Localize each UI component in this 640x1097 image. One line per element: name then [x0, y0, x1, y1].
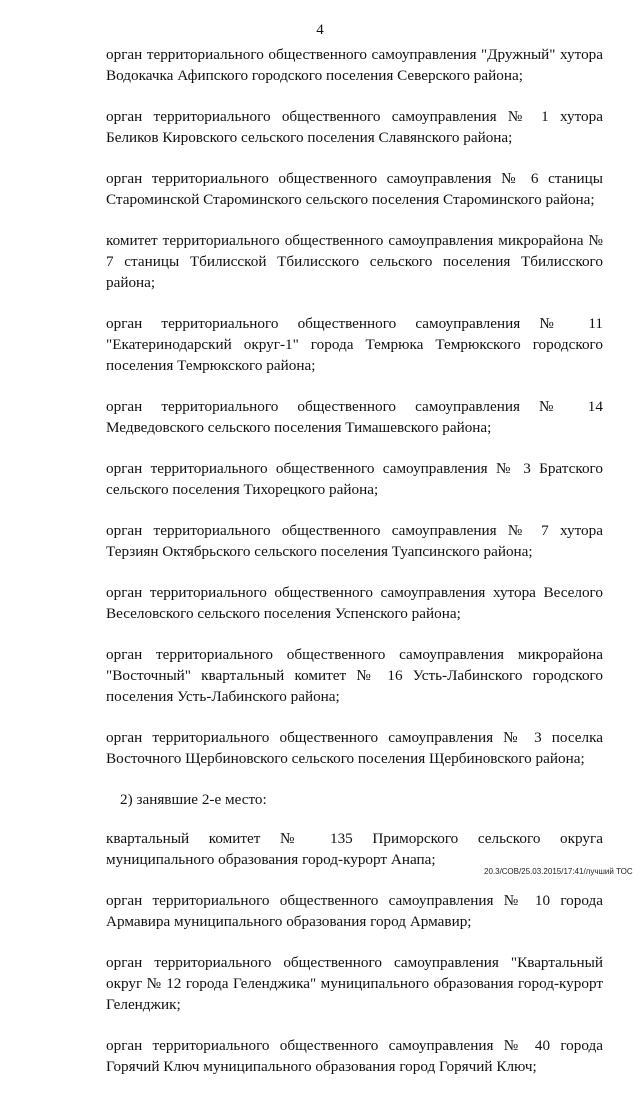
- list-item: орган территориального общественного самоуправления "Квартальный округ № 12 города Геленджика" муниципального образования город-курорт Геленджик;: [106, 954, 603, 1013]
- list-item: орган территориального общественного самоуправления хутора Веселого Веселовского сельского поселения Успенского района;: [106, 584, 603, 622]
- list-item: орган территориального общественного самоуправления № 40 города Горячий Ключ муниципального образования город Горячий Ключ;: [106, 1037, 603, 1075]
- list-item: орган территориального общественного самоуправления № 10 города Армавира муниципального образования город Армавир;: [106, 892, 603, 930]
- list-item: орган территориального общественного самоуправления № 14 Медведовского сельского поселения Тимашевского района;: [106, 398, 603, 436]
- list-item: орган территориального общественного самоуправления микрорайона "Восточный" квартальный комитет № 16 Усть-Лабинского городского поселения Усть-Лабинского района;: [106, 646, 603, 705]
- list-item: орган территориального общественного самоуправления № 3 поселка Восточного Щербиновского сельского поселения Щербиновского района;: [106, 729, 603, 767]
- document-body: [106, 44, 603, 1097]
- document-stamp: 20.3/СОВ/25.03.2015/17:41/лучший ТОС: [484, 867, 633, 876]
- list-item: орган территориального общественного самоуправления "Дружный" хутора Водокачка Афипского городского поселения Северского района;: [106, 46, 603, 84]
- list-item: орган территориального общественного самоуправления № 3 Братского сельского поселения Тихорецкого района;: [106, 460, 603, 498]
- page-number: 4: [316, 22, 324, 38]
- list-item: орган территориального общественного самоуправления № 11 "Екатеринодарский округ-1" города Темрюка Темрюкского городского поселения Темрюкского района;: [106, 315, 603, 374]
- section-heading: 2) занявшие 2-е место:: [120, 791, 267, 808]
- list-item: орган территориального общественного самоуправления № 7 хутора Терзиян Октябрьского сельского поселения Туапсинского района;: [106, 522, 603, 560]
- list-item: орган территориального общественного самоуправления № 1 хутора Беликов Кировского сельского поселения Славянского района;: [106, 108, 603, 146]
- list-item: орган территориального общественного самоуправления № 6 станицы Староминской Староминского сельского поселения Староминского района;: [106, 170, 603, 208]
- list-item: квартальный комитет № 135 Приморского сельского округа муниципального образования город-курорт Анапа;: [106, 830, 603, 868]
- list-item: комитет территориального общественного самоуправления микрорайона № 7 станицы Тбилисской Тбилисского сельского поселения Тбилисского района;: [106, 232, 603, 291]
